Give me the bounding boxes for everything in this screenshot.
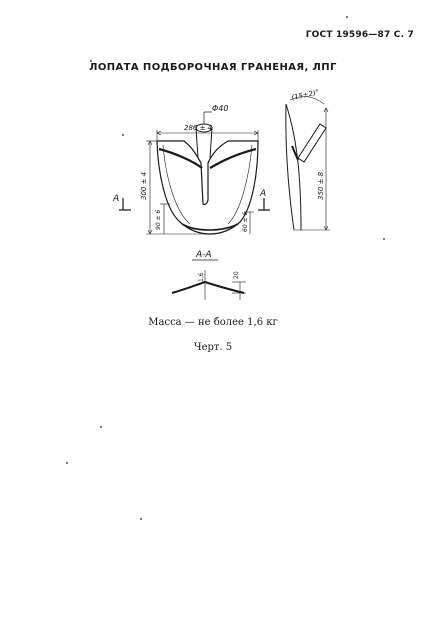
section-title: А-А [196, 250, 212, 260]
page-title: ЛОПАТА ПОДБОРОЧНАЯ ГРАНЕНАЯ, ЛПГ [89, 62, 337, 73]
blade-inner-edge [163, 145, 190, 224]
dim-angle: (15±2)° [290, 88, 321, 102]
dim-diameter: Φ40 [212, 104, 229, 113]
section-profile [172, 282, 244, 293]
scan-speck [383, 238, 385, 240]
standard-header: ГОСТ 19596—87 С. 7 [305, 30, 414, 40]
dim-lower-left: 90 ± 6 [155, 209, 162, 230]
scan-speck [122, 134, 124, 136]
mass-note: Масса — не более 1,6 кг [148, 317, 278, 328]
scan-speck [66, 462, 68, 464]
section-label-left: А [113, 194, 120, 204]
section-mark-left [119, 198, 131, 210]
scan-speck [90, 60, 92, 62]
dim-depth: 20 [233, 271, 240, 279]
scan-speck [100, 426, 102, 428]
scan-speck [140, 518, 142, 520]
scan-speck [346, 16, 348, 18]
dim-lower-right: 60 ± 6 [242, 211, 249, 232]
dim-width: 286 ± 4 [184, 124, 213, 132]
dim-total-height: 350 ± 8 [317, 171, 325, 200]
side-view-profile [286, 104, 301, 230]
section-label-right: А [260, 189, 267, 199]
dim-height: 300 ± 4 [140, 171, 148, 200]
dim-thickness: 1,6 [198, 272, 205, 282]
figure-label: Черт. 5 [193, 342, 233, 353]
section-mark-right [258, 198, 270, 210]
side-view-socket [298, 124, 326, 162]
